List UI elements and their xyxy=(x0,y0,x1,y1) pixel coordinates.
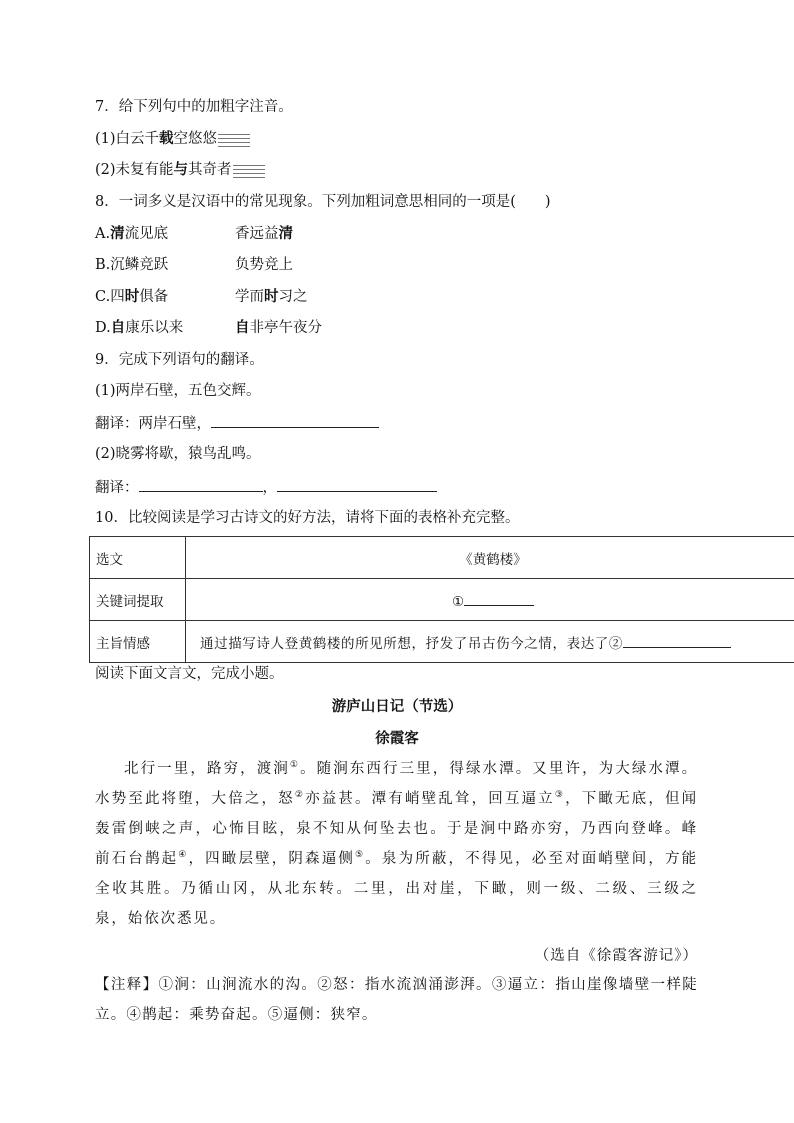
answer-blank[interactable] xyxy=(211,412,379,428)
q7-s2-bold: 与 xyxy=(173,161,189,178)
q8-option-a[interactable] xyxy=(95,224,293,244)
passage-title: 游庐山日记（节选） xyxy=(331,698,463,715)
reading-intro: 阅读下面文言文，完成小题。 xyxy=(95,666,284,682)
option-b-pre: 负势竞上 xyxy=(235,257,293,273)
passage-body xyxy=(95,754,698,934)
option-b-pre: 学而 xyxy=(235,289,264,305)
q7-sentence-1 xyxy=(95,129,250,149)
footnote-marker: ④ xyxy=(178,850,189,861)
q7-sentence-2 xyxy=(95,160,265,180)
footnote-marker: ③ xyxy=(554,790,566,801)
q9-translation-2 xyxy=(95,476,437,498)
footnote-marker: ⑤ xyxy=(355,850,366,861)
q8-option-c[interactable] xyxy=(95,287,308,307)
table-value-cell: 《黄鹤楼》 xyxy=(186,537,794,579)
option-letter: B. xyxy=(95,257,111,273)
pinyin-answer-lines[interactable] xyxy=(233,162,265,178)
option-b-pre: 香远益 xyxy=(235,226,279,242)
passage-text: 。随涧东西行三里，得绿水潭。又里许，为大绿水潭。水势至此将堕，大倍之，怒 xyxy=(95,761,699,807)
q7-s1-pre: (1)白云千 xyxy=(95,131,160,147)
q8-option-d[interactable] xyxy=(95,318,322,338)
q8-option-b[interactable] xyxy=(95,255,293,275)
table-row xyxy=(90,537,794,579)
q9-stem: 9．完成下列语句的翻译。 xyxy=(95,352,264,368)
option-b-post: 习之 xyxy=(278,289,308,305)
q7-s2-pre: (2)未复有能 xyxy=(95,162,174,178)
q9-sentence-2: (2)晓雾将歇，猿鸟乱鸣。 xyxy=(95,446,261,462)
q7-s1-post: 空悠悠 xyxy=(173,131,218,147)
pinyin-answer-lines[interactable] xyxy=(218,131,250,147)
table-value-cell xyxy=(186,621,794,663)
translation-prefix: 翻译：两岸石壁， xyxy=(95,416,211,432)
option-letter: A. xyxy=(95,226,111,242)
q7-s1-bold: 载 xyxy=(159,130,174,147)
answer-blank[interactable] xyxy=(464,590,534,606)
q8-stem: 8．一词多义是汉语中的常见现象。下列加粗词意思相同的一项是( ) xyxy=(95,194,551,210)
passage-text: 北行一里，路穷，渡涧 xyxy=(124,761,290,777)
q7-s2-post: 其奇者 xyxy=(188,162,232,178)
table-value-cell xyxy=(186,579,794,621)
option-a-bold: 清 xyxy=(110,225,125,242)
passage-source: （选自《徐霞客游记》） xyxy=(534,948,698,964)
q10-stem: 10．比较阅读是学习古诗文的好方法，请将下面的表格补充完整。 xyxy=(95,510,520,526)
option-b-bold: 自 xyxy=(235,319,250,336)
passage-notes: 【注释】①涧：山涧流水的沟。②怒：指水流汹涌澎湃。③逼立：指山崖像墙壁一样陡立。④鹊起：乘势奋起。⑤逼侧：狭窄。 xyxy=(95,977,698,1023)
translation-prefix: 翻译： xyxy=(95,480,139,496)
option-a-rest: 流见底 xyxy=(124,226,169,242)
blank-marker: ① xyxy=(451,593,465,610)
comparison-table xyxy=(89,536,794,663)
option-a-rest: 康乐以来 xyxy=(125,320,184,336)
option-b-bold: 清 xyxy=(278,225,293,242)
table-row xyxy=(90,621,794,663)
answer-blank[interactable] xyxy=(277,476,437,492)
option-letter: C. xyxy=(95,289,111,305)
table-row xyxy=(90,579,794,621)
footnote-marker: ① xyxy=(289,760,301,771)
table-label-cell: 选文 xyxy=(90,537,186,579)
option-b-bold: 时 xyxy=(264,288,279,305)
passage-text: ，下瞰无底，但闻轰雷倒峡之声，心怖目眩，泉不知从何坠去也。于是涧中路亦穷，乃西向登峰。峰前石台鹊起 xyxy=(95,791,699,867)
answer-blank[interactable] xyxy=(623,632,731,648)
q9-sentence-1: (1)两岸石壁，五色交辉。 xyxy=(95,383,261,399)
option-a-pre: 四 xyxy=(110,289,125,305)
passage-text: 。泉为所蔽，不得见，必至对面峭壁间，方能全收其胜。乃循山冈，从北东转。二里，出对崖，下瞰，则一级、二级、三级之泉，始依次悉见。 xyxy=(95,851,699,927)
table-label-cell: 关键词提取 xyxy=(90,579,186,621)
table-value-text: 通过描写诗人登黄鹤楼的所见所想，抒发了吊古伤今之情，表达了② xyxy=(200,635,623,652)
footnote-marker: ② xyxy=(294,790,306,801)
option-a-bold: 自 xyxy=(110,319,126,336)
option-a-rest: 俱备 xyxy=(139,289,169,305)
comma: ， xyxy=(262,480,277,496)
q9-translation-1 xyxy=(95,412,379,434)
q7-stem: 7．给下列句中的加粗字注音。 xyxy=(95,99,293,115)
table-label-cell: 主旨情感 xyxy=(90,621,186,663)
passage-author: 徐霞客 xyxy=(375,730,419,747)
passage-text: 亦益甚。潭有峭壁乱耸，回互逼立 xyxy=(305,791,555,807)
option-a-bold: 时 xyxy=(124,288,140,305)
option-letter: D. xyxy=(95,320,111,336)
option-a-rest: 沉鳞竞跃 xyxy=(110,257,169,273)
answer-blank[interactable] xyxy=(139,476,263,492)
option-b-post: 非亭午夜分 xyxy=(249,320,322,336)
passage-text: ，四瞰层壁，阴森逼侧 xyxy=(188,851,356,867)
